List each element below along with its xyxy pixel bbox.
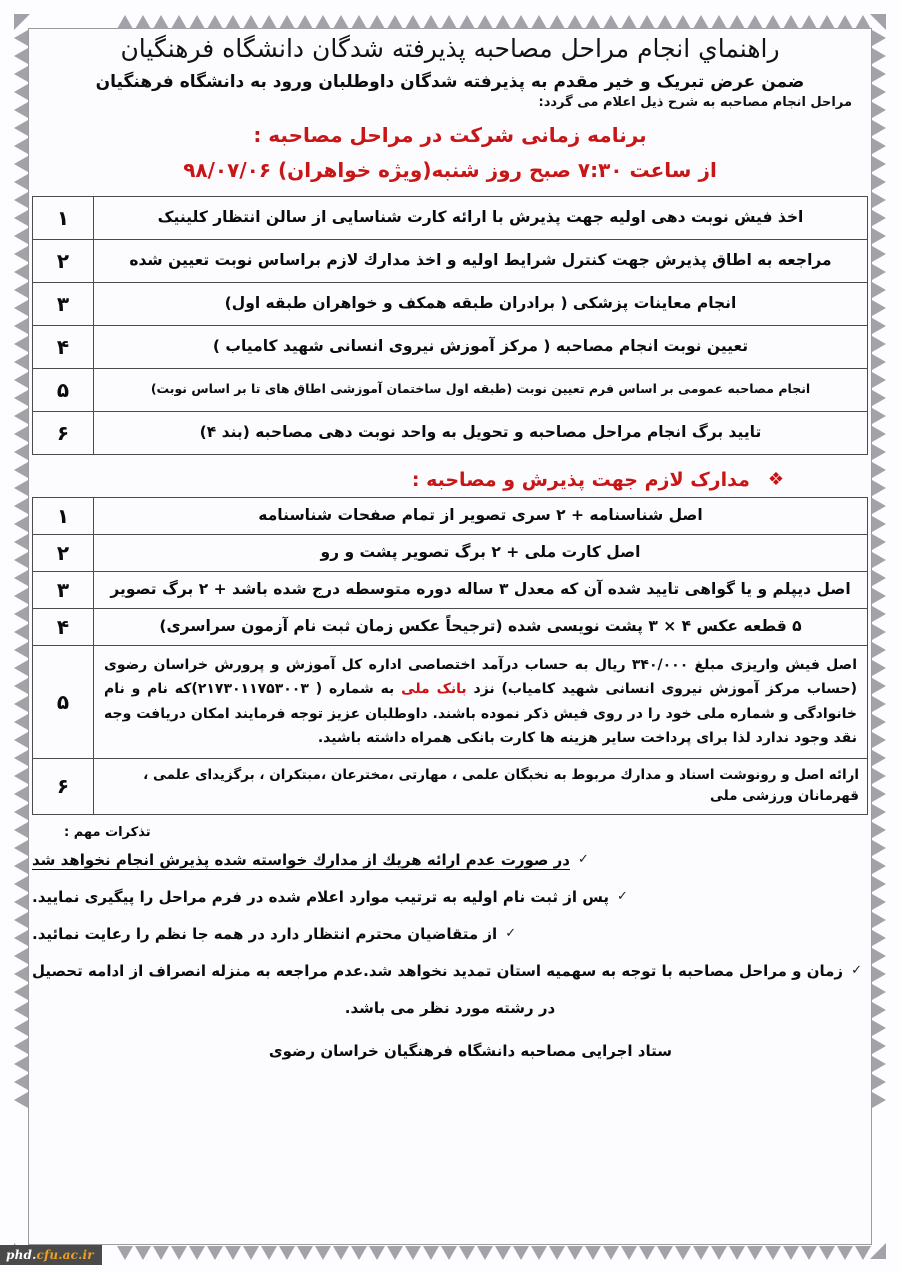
stages-table — [32, 196, 868, 455]
sawtooth-triangle-icon — [872, 912, 886, 928]
sawtooth-triangle-icon — [872, 48, 886, 64]
sawtooth-triangle-icon — [872, 984, 886, 1000]
sawtooth-triangle-icon — [14, 138, 28, 154]
page-title: راهنماي انجام مراحل مصاحبه پذيرفته شدگان دانشگاه فرهنگيان — [120, 34, 780, 63]
document-number: ۵ — [33, 645, 94, 758]
sawtooth-triangle-icon — [14, 1056, 28, 1072]
table-row — [33, 608, 868, 645]
notes-title: تذکرات مهم : — [64, 824, 151, 840]
sawtooth-triangle-icon — [872, 1074, 886, 1090]
table-row — [33, 239, 868, 282]
sawtooth-triangle-icon — [872, 246, 886, 262]
sawtooth-triangle-icon — [14, 912, 28, 928]
table-row — [33, 497, 868, 534]
sawtooth-triangle-icon — [872, 948, 886, 964]
check-icon: ✓ — [617, 888, 628, 904]
sawtooth-triangle-icon — [14, 804, 28, 820]
sawtooth-triangle-icon — [872, 804, 886, 820]
sawtooth-triangle-icon — [14, 192, 28, 208]
sawtooth-triangle-icon — [14, 1092, 28, 1108]
sawtooth-triangle-icon — [14, 984, 28, 1000]
sawtooth-triangle-icon — [14, 30, 28, 46]
deposit-text-part1: اصل فیش واریزی مبلغ ۳۴۰/۰۰۰ ریال به حساب درآمد اختصاصی اداره کل آموزش و پرورش خراسان رضوی (حساب مرکز آموزش نیروی انسانی شهید کامیاب) نزد — [104, 656, 857, 698]
document-number: ۳ — [33, 571, 94, 608]
sawtooth-triangle-icon — [872, 1092, 886, 1108]
sawtooth-triangle-icon — [14, 1020, 28, 1036]
sawtooth-triangle-icon — [872, 228, 886, 244]
sawtooth-triangle-icon — [872, 516, 886, 532]
deposit-text-part2: به شماره ( ۲۱۷۳۰۱۱۷۵۳۰۰۳)که نام و نام خانوادگی و شماره ملی خود را در روی فیش ذکر نموده باشند. داوطلبان عزیز توجه فرمایند امکان دریافت وجه نقد وجود ندارد لذا برای پرداخت سایر هزینه ها کارت بانکی همراه داشته باشید. — [104, 681, 857, 747]
intro-line: مراحل انجام مصاحبه به شرح ذیل اعلام می گردد: — [538, 94, 852, 110]
sawtooth-triangle-icon — [872, 930, 886, 946]
sawtooth-triangle-icon — [14, 1038, 28, 1054]
sawtooth-triangle-icon — [14, 318, 28, 334]
sawtooth-triangle-icon — [14, 210, 28, 226]
sawtooth-triangle-icon — [14, 768, 28, 784]
sawtooth-triangle-icon — [872, 426, 886, 442]
schedule-block — [32, 120, 868, 186]
sawtooth-triangle-icon — [14, 480, 28, 496]
document-content — [30, 16, 870, 1263]
welcome-subtitle: ضمن عرض تبریک و خیر مقدم به پذیرفته شدگان داوطلبان ورود به دانشگاه فرهنگیان — [95, 71, 805, 92]
sawtooth-triangle-icon — [14, 894, 28, 910]
stage-description: انجام مصاحبه عمومی بر اساس فرم تعیین نوبت (طبقه اول ساختمان آموزشی اطاق های تا بر اساس نوبت) — [94, 368, 868, 411]
sawtooth-triangle-icon — [872, 318, 886, 334]
sawtooth-triangle-icon — [14, 102, 28, 118]
table-row — [33, 645, 868, 758]
sawtooth-triangle-icon — [872, 336, 886, 352]
sawtooth-triangle-icon — [14, 696, 28, 712]
sawtooth-triangle-icon — [872, 462, 886, 478]
sawtooth-triangle-icon — [872, 300, 886, 316]
sawtooth-triangle-icon — [872, 138, 886, 154]
sawtooth-triangle-icon — [872, 174, 886, 190]
note-item — [32, 959, 868, 983]
sawtooth-triangle-icon — [872, 1002, 886, 1018]
document-description — [94, 645, 868, 758]
documents-table — [32, 497, 868, 815]
sawtooth-triangle-icon — [14, 228, 28, 244]
sawtooth-triangle-icon — [14, 948, 28, 964]
table-row — [33, 368, 868, 411]
sawtooth-triangle-icon — [872, 192, 886, 208]
sawtooth-triangle-icon — [872, 894, 886, 910]
sawtooth-triangle-icon — [14, 714, 28, 730]
sawtooth-triangle-icon — [872, 768, 886, 784]
sawtooth-triangle-icon — [14, 1074, 28, 1090]
sawtooth-triangle-icon — [14, 732, 28, 748]
sawtooth-triangle-icon — [14, 408, 28, 424]
stage-description: تعیین نوبت انجام مصاحبه ( مرکز آموزش نیروی انسانی شهید کامیاب ) — [94, 325, 868, 368]
sawtooth-triangle-icon — [872, 30, 886, 46]
note-text: در صورت عدم ارائه هریك از مدارك خواسته شده پذیرش انجام نخواهد شد — [32, 850, 570, 869]
sawtooth-triangle-icon — [14, 282, 28, 298]
watermark-prefix: phd. — [6, 1248, 37, 1262]
document-number: ۲ — [33, 534, 94, 571]
sawtooth-triangle-icon — [872, 1020, 886, 1036]
sawtooth-triangle-icon — [14, 372, 28, 388]
sawtooth-triangle-icon — [14, 876, 28, 892]
sawtooth-triangle-icon — [872, 282, 886, 298]
sawtooth-triangle-icon — [872, 624, 886, 640]
sawtooth-triangle-icon — [14, 66, 28, 82]
document-description: ۵ قطعه عکس ۴ × ۳ پشت نویسی شده (ترجیحاً عکس زمان ثبت نام آزمون سراسری) — [94, 608, 868, 645]
signature-line: ستاد اجرایی مصاحبه دانشگاه فرهنگیان خراسان رضوی — [268, 1041, 672, 1060]
sawtooth-triangle-icon — [14, 606, 28, 622]
sawtooth-triangle-icon — [872, 534, 886, 550]
sawtooth-triangle-icon — [14, 1002, 28, 1018]
table-row — [33, 282, 868, 325]
sawtooth-triangle-icon — [14, 264, 28, 280]
diamond-bullet-icon: ❖ — [767, 468, 784, 490]
sawtooth-triangle-icon — [872, 966, 886, 982]
sawtooth-triangle-icon — [14, 156, 28, 172]
table-row — [33, 196, 868, 239]
stage-number: ۳ — [33, 282, 94, 325]
sawtooth-triangle-icon — [872, 84, 886, 100]
sawtooth-triangle-icon — [872, 480, 886, 496]
sawtooth-triangle-icon — [872, 354, 886, 370]
watermark-domain: cfu.ac.ir — [36, 1248, 94, 1262]
sawtooth-triangle-icon — [14, 840, 28, 856]
sawtooth-triangle-icon — [872, 444, 886, 460]
table-row — [33, 534, 868, 571]
sawtooth-triangle-icon — [14, 48, 28, 64]
sawtooth-triangle-icon — [14, 822, 28, 838]
sawtooth-triangle-icon — [872, 552, 886, 568]
sawtooth-triangle-icon — [14, 642, 28, 658]
sawtooth-triangle-icon — [872, 390, 886, 406]
sawtooth-triangle-icon — [14, 354, 28, 370]
document-number: ۴ — [33, 608, 94, 645]
note-item — [32, 922, 868, 946]
sawtooth-triangle-icon — [872, 498, 886, 514]
table-row — [33, 411, 868, 454]
note-item-continuation — [32, 996, 868, 1020]
stage-number: ۴ — [33, 325, 94, 368]
sawtooth-border-left — [14, 28, 28, 1245]
sawtooth-triangle-icon — [14, 390, 28, 406]
table-row — [33, 571, 868, 608]
notes-section — [32, 825, 868, 1060]
sawtooth-triangle-icon — [872, 876, 886, 892]
note-text: زمان و مراحل مصاحبه با توجه به سهمیه استان تمدید نخواهد شد.عدم مراجعه به منزله انصراف از ادامه تحصیل — [32, 961, 844, 980]
sawtooth-triangle-icon — [872, 822, 886, 838]
stage-number: ۵ — [33, 368, 94, 411]
document-number: ۶ — [33, 758, 94, 814]
check-icon: ✓ — [505, 925, 517, 941]
sawtooth-triangle-icon — [872, 102, 886, 118]
sawtooth-triangle-icon — [14, 84, 28, 100]
document-description: ارائه اصل و رونوشت اسناد و مدارك مربوط به نخبگان علمی ، مهارتی ،مخترعان ،مبتکران ، برگزیدای علمی ، قهرمانان ورزشی ملی — [94, 758, 868, 814]
sawtooth-triangle-icon — [872, 732, 886, 748]
sawtooth-triangle-icon — [872, 696, 886, 712]
sawtooth-triangle-icon — [872, 66, 886, 82]
schedule-heading: برنامه زمانی شرکت در مراحل مصاحبه : — [253, 122, 647, 147]
sawtooth-triangle-icon — [872, 372, 886, 388]
document-description: اصل دیپلم و یا گواهی تایید شده آن که معدل ۳ ساله دوره متوسطه درج شده باشد + ۲ برگ تصویر — [94, 571, 868, 608]
sawtooth-triangle-icon — [872, 642, 886, 658]
sawtooth-triangle-icon — [14, 336, 28, 352]
stage-description: تایید برگ انجام مراحل مصاحبه و تحویل به واحد نوبت دهی مصاحبه (بند ۴) — [94, 411, 868, 454]
sawtooth-triangle-icon — [14, 930, 28, 946]
stage-description: انجام معاینات پزشکی ( برادران طبقه همکف و خواهران طبقه اول) — [94, 282, 868, 325]
sawtooth-triangle-icon — [872, 714, 886, 730]
sawtooth-triangle-icon — [14, 552, 28, 568]
table-row — [33, 325, 868, 368]
sawtooth-triangle-icon — [872, 660, 886, 676]
sawtooth-triangle-icon — [14, 534, 28, 550]
frame-corner-top-right — [870, 14, 886, 30]
stage-number: ۱ — [33, 196, 94, 239]
table-row — [33, 758, 868, 814]
sawtooth-triangle-icon — [14, 444, 28, 460]
schedule-time: از ساعت ۷:۳۰ صبح روز شنبه(ویژه خواهران) ۹۸/۰۷/۰۶ — [183, 157, 717, 182]
sawtooth-triangle-icon — [872, 858, 886, 874]
sawtooth-triangle-icon — [872, 1038, 886, 1054]
document-description: اصل کارت ملی + ۲ برگ تصویر پشت و رو — [94, 534, 868, 571]
sawtooth-triangle-icon — [14, 462, 28, 478]
documents-section-heading — [32, 469, 784, 491]
sawtooth-triangle-icon — [872, 264, 886, 280]
sawtooth-triangle-icon — [14, 858, 28, 874]
sawtooth-triangle-icon — [872, 156, 886, 172]
sawtooth-triangle-icon — [14, 660, 28, 676]
sawtooth-triangle-icon — [872, 606, 886, 622]
sawtooth-triangle-icon — [14, 786, 28, 802]
sawtooth-triangle-icon — [872, 678, 886, 694]
sawtooth-triangle-icon — [14, 120, 28, 136]
sawtooth-triangle-icon — [872, 408, 886, 424]
sawtooth-border-right — [872, 28, 886, 1245]
sawtooth-triangle-icon — [872, 120, 886, 136]
sawtooth-triangle-icon — [872, 840, 886, 856]
sawtooth-triangle-icon — [14, 570, 28, 586]
sawtooth-triangle-icon — [872, 588, 886, 604]
sawtooth-triangle-icon — [872, 570, 886, 586]
stage-number: ۲ — [33, 239, 94, 282]
sawtooth-triangle-icon — [14, 966, 28, 982]
sawtooth-triangle-icon — [872, 210, 886, 226]
stage-description: مراجعه به اطاق پذیرش جهت کنترل شرایط اولیه و اخذ مدارك لازم براساس نوبت تعیین شده — [94, 239, 868, 282]
sawtooth-triangle-icon — [14, 174, 28, 190]
note-item — [32, 885, 868, 909]
note-item — [32, 848, 868, 872]
document-description: اصل شناسنامه + ۲ سری تصویر از تمام صفحات شناسنامه — [94, 497, 868, 534]
note-text: از متقاضیان محترم انتظار دارد در همه جا نظم را رعایت نمائید. — [32, 924, 498, 943]
sawtooth-triangle-icon — [14, 426, 28, 442]
sawtooth-triangle-icon — [872, 1056, 886, 1072]
stage-number: ۶ — [33, 411, 94, 454]
sawtooth-triangle-icon — [14, 588, 28, 604]
note-text: پس از ثبت نام اولیه به ترتیب موارد اعلام شده در فرم مراحل را پیگیری نمایید. — [32, 887, 610, 906]
sawtooth-triangle-icon — [14, 300, 28, 316]
sawtooth-triangle-icon — [14, 246, 28, 262]
bank-name-highlight: بانک ملی — [401, 681, 467, 698]
sawtooth-triangle-icon — [872, 786, 886, 802]
site-watermark — [0, 1245, 102, 1265]
sawtooth-triangle-icon — [14, 624, 28, 640]
sawtooth-triangle-icon — [872, 750, 886, 766]
check-icon: ✓ — [851, 962, 862, 978]
document-number: ۱ — [33, 497, 94, 534]
sawtooth-triangle-icon — [14, 516, 28, 532]
sawtooth-triangle-icon — [14, 498, 28, 514]
documents-heading-label: مدارک لازم جهت پذیرش و مصاحبه : — [411, 468, 750, 491]
check-icon: ✓ — [577, 851, 589, 867]
note-continuation-text: در رشته مورد نظر می باشد. — [344, 998, 556, 1017]
frame-corner-bottom-right — [870, 1243, 886, 1259]
sawtooth-triangle-icon — [14, 750, 28, 766]
stage-description: اخذ فیش نوبت دهی اولیه جهت پذیرش با ارائه کارت شناسایی از سالن انتظار کلینیک — [94, 196, 868, 239]
sawtooth-triangle-icon — [14, 678, 28, 694]
